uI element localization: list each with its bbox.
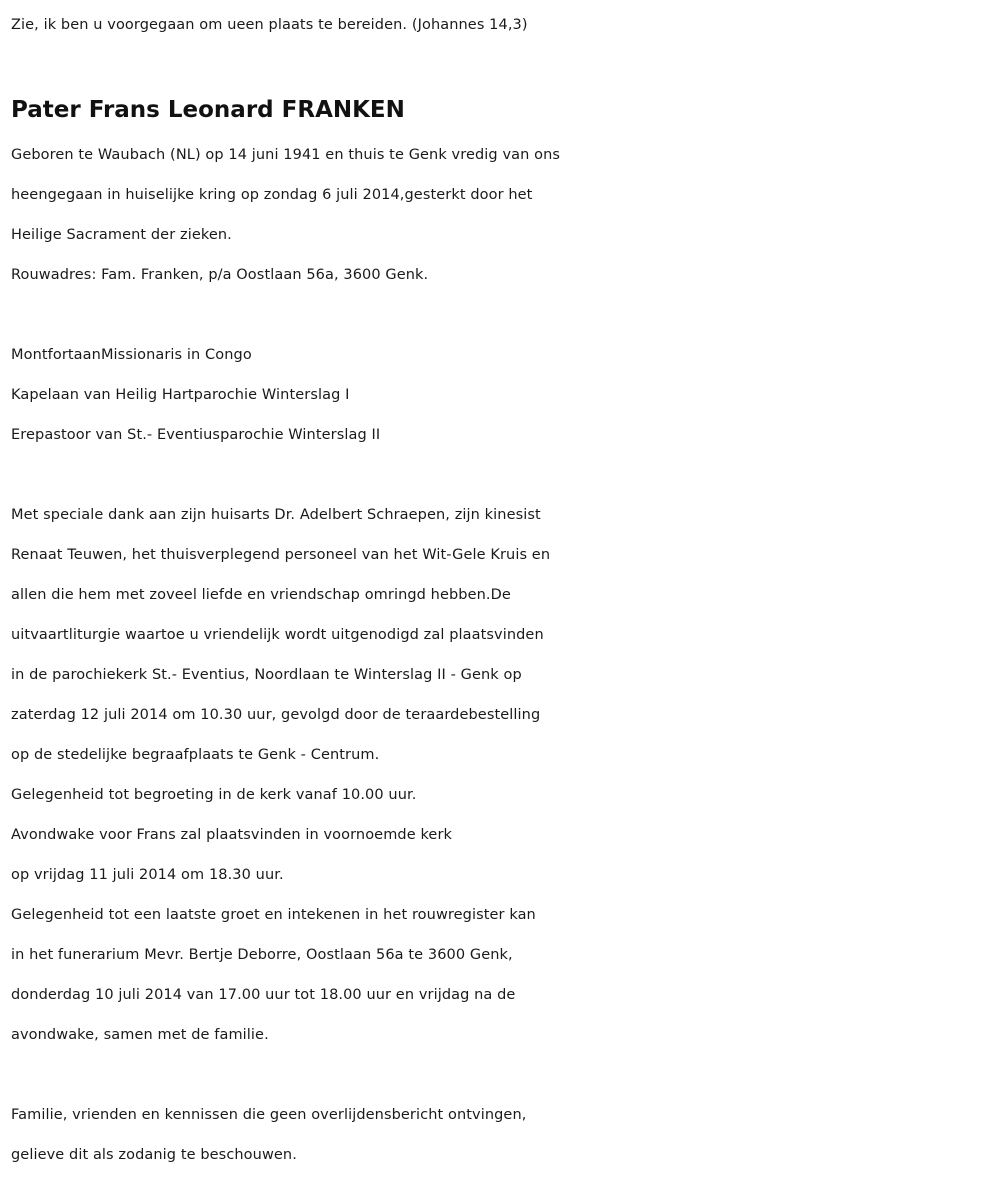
paragraph-line: allen die hem met zoveel liefde en vriendschap omringd hebben.De — [11, 587, 511, 603]
closing-paragraph — [11, 1095, 996, 1175]
paragraph-line: op de stedelijke begraafplaats te Genk - Centrum. — [11, 747, 380, 763]
obituary-document — [11, 5, 996, 1175]
deceased-name-title: Pater Frans Leonard FRANKEN — [11, 97, 405, 123]
paragraph-line: Geboren te Waubach (NL) op 14 juni 1941 en thuis te Genk vredig van ons — [11, 147, 561, 163]
paragraph-line: Gelegenheid tot begroeting in de kerk vanaf 10.00 uur. — [11, 787, 417, 803]
paragraph-line: Heilige Sacrament der zieken. — [11, 227, 232, 243]
thanks-and-ceremony-paragraph — [11, 495, 996, 1055]
paragraph-line: in het funerarium Mevr. Bertje Deborre, Oostlaan 56a te 3600 Genk, — [11, 947, 513, 963]
bible-quote: Zie, ik ben u voorgegaan om ueen plaats te bereiden. (Johannes 14,3) — [11, 17, 528, 33]
function-item: Erepastoor van St.- Eventiusparochie Winterslag II — [11, 427, 381, 443]
function-item: MontfortaanMissionaris in Congo — [11, 347, 252, 363]
birth-death-paragraph — [11, 135, 996, 295]
paragraph-line: op vrijdag 11 juli 2014 om 18.30 uur. — [11, 867, 284, 883]
paragraph-line: uitvaartliturgie waartoe u vriendelijk wordt uitgenodigd zal plaatsvinden — [11, 627, 544, 643]
paragraph-line: avondwake, samen met de familie. — [11, 1027, 269, 1043]
paragraph-line: Gelegenheid tot een laatste groet en intekenen in het rouwregister kan — [11, 907, 536, 923]
function-item: Kapelaan van Heilig Hartparochie Winterslag I — [11, 387, 350, 403]
paragraph-line: gelieve dit als zodanig te beschouwen. — [11, 1147, 297, 1163]
functions-list — [11, 335, 996, 455]
blank-line — [11, 295, 996, 335]
mourning-address: Rouwadres: Fam. Franken, p/a Oostlaan 56a, 3600 Genk. — [11, 267, 429, 283]
paragraph-line: Avondwake voor Frans zal plaatsvinden in voornoemde kerk — [11, 827, 453, 843]
paragraph-line: Familie, vrienden en kennissen die geen overlijdensbericht ontvingen, — [11, 1107, 527, 1123]
paragraph-line: zaterdag 12 juli 2014 om 10.30 uur, gevolgd door de teraardebestelling — [11, 707, 541, 723]
paragraph-line: heengegaan in huiselijke kring op zondag 6 juli 2014,gesterkt door het — [11, 187, 533, 203]
paragraph-line: in de parochiekerk St.- Eventius, Noordlaan te Winterslag II - Genk op — [11, 667, 522, 683]
blank-line — [11, 455, 996, 495]
blank-line — [11, 1055, 996, 1095]
paragraph-line: Renaat Teuwen, het thuisverplegend personeel van het Wit-Gele Kruis en — [11, 547, 551, 563]
paragraph-line: donderdag 10 juli 2014 van 17.00 uur tot 18.00 uur en vrijdag na de — [11, 987, 516, 1003]
paragraph-line: Met speciale dank aan zijn huisarts Dr. Adelbert Schraepen, zijn kinesist — [11, 507, 541, 523]
